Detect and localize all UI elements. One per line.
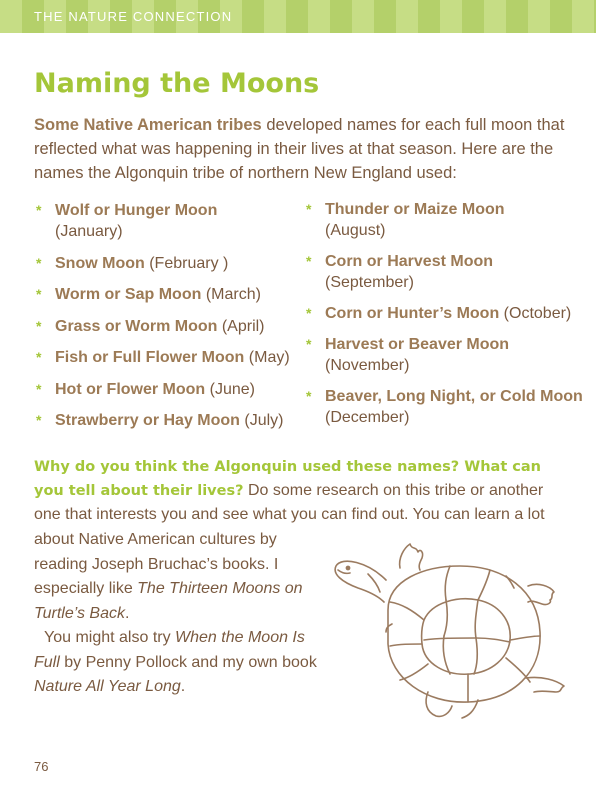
moon-name: Corn or Hunter’s Moon <box>325 305 500 322</box>
moon-list-left <box>36 200 298 442</box>
moon-name: Harvest or Beaver Moon <box>325 336 510 353</box>
asterisk-bullet-icon: * <box>36 286 42 302</box>
moon-name: Thunder or Maize Moon <box>325 201 505 218</box>
suggestion-text: You might also try <box>44 629 176 646</box>
moon-item <box>306 303 586 324</box>
reading-text-end: . <box>125 604 130 622</box>
moon-month: (July) <box>244 412 284 429</box>
moon-item <box>36 284 298 305</box>
moon-item <box>36 347 298 368</box>
asterisk-bullet-icon: * <box>306 201 312 217</box>
turtle-illustration-icon <box>328 540 573 720</box>
moon-item <box>306 386 586 428</box>
question-lead: Why do you think the Algonquin used these names? What can you tell about their lives? <box>34 459 542 499</box>
intro-rest: developed names for each full moon that reflected what was happening in their lives at that season. Here are the names the Algonquin tribe of northern New England used: <box>34 116 565 182</box>
page-title: Naming the Moons <box>34 68 320 99</box>
reading-paragraph <box>34 528 334 626</box>
moon-list-right <box>306 199 586 438</box>
asterisk-bullet-icon: * <box>36 202 42 218</box>
asterisk-bullet-icon: * <box>36 349 42 365</box>
moon-item <box>36 200 298 242</box>
moon-name: Hot or Flower Moon <box>55 380 206 398</box>
page-number: 76 <box>34 759 49 774</box>
asterisk-bullet-icon: * <box>306 305 312 321</box>
moon-month: (January) <box>55 223 123 240</box>
moon-month: (October) <box>503 305 572 322</box>
book-title: Nature All Year Long <box>34 678 181 695</box>
moon-month: (May) <box>248 349 290 366</box>
moon-item <box>36 379 298 400</box>
book-title: The Thirteen Moons on Turtle’s Back <box>34 580 303 622</box>
moon-name: Beaver, Long Night, or Cold Moon <box>325 388 583 405</box>
asterisk-bullet-icon: * <box>36 380 42 397</box>
reading-text: about Native American cultures by reading Joseph Bruchac’s books. I especially like <box>34 531 279 597</box>
moon-name: Worm or Sap Moon <box>55 286 202 303</box>
moon-item <box>306 334 586 376</box>
asterisk-bullet-icon: * <box>36 254 42 271</box>
moon-month: (April) <box>221 317 265 335</box>
asterisk-bullet-icon: * <box>306 253 312 269</box>
intro-paragraph <box>34 113 579 185</box>
moon-name: Wolf or Hunger Moon <box>55 202 218 219</box>
moon-name: Grass or Worm Moon <box>55 317 218 335</box>
intro-lead: Some Native American tribes <box>34 116 262 134</box>
moon-item <box>36 253 298 274</box>
moon-item <box>306 251 586 293</box>
asterisk-bullet-icon: * <box>306 336 312 352</box>
suggestion-text: by Penny Pollock and my own book <box>59 653 317 671</box>
moon-month: (August) <box>325 222 386 239</box>
moon-item <box>36 410 298 431</box>
header-band <box>0 0 600 33</box>
moon-name: Fish or Full Flower Moon <box>55 349 245 366</box>
moon-month: (December) <box>325 409 410 426</box>
asterisk-bullet-icon: * <box>306 388 312 404</box>
moon-name: Corn or Harvest Moon <box>325 253 494 270</box>
moon-month: (March) <box>205 286 261 303</box>
question-rest: Do some research on this tribe or another one that interests you and see what you can find out. You can learn a lot <box>34 482 545 523</box>
moon-item <box>36 316 298 337</box>
asterisk-bullet-icon: * <box>36 317 42 334</box>
suggestion-paragraph <box>34 626 334 700</box>
moon-item <box>306 199 586 241</box>
question-paragraph <box>34 455 574 527</box>
moon-name: Strawberry or Hay Moon <box>55 412 240 429</box>
moon-name: Snow Moon <box>55 254 145 272</box>
section-label: THE NATURE CONNECTION <box>34 9 233 24</box>
moon-month: (June) <box>209 380 256 398</box>
asterisk-bullet-icon: * <box>36 412 42 428</box>
moon-month: (September) <box>325 274 414 291</box>
moon-month: (November) <box>325 357 410 374</box>
moon-month: (February ) <box>149 254 229 272</box>
suggestion-text-end: . <box>180 678 186 695</box>
book-title: When the Moon Is Full <box>34 629 305 671</box>
